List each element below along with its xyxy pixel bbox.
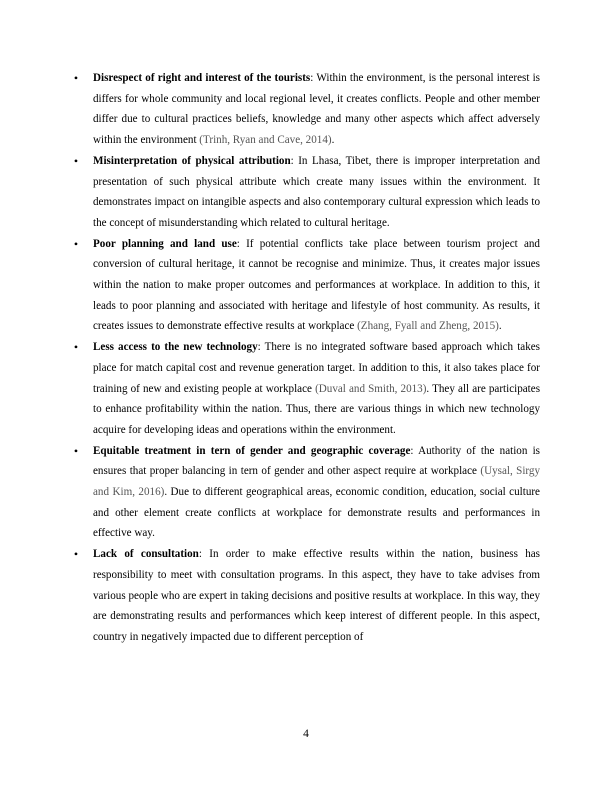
bullet-heading: Misinterpretation of physical attribution — [93, 154, 291, 167]
bullet-text: : Within the environment, is the personal interest is differs for whole community and local regional level, it creates conflicts. People and other member differ due to cultural practices beliefs, knowledge and many other aspects which affect adversely within the environment — [93, 72, 541, 147]
bullet-tail: . — [331, 134, 335, 147]
bullet-heading: Disrespect of right and interest of the tourists — [93, 72, 311, 84]
bullet-text: : There is no integrated software based approach which takes place for match capital cost and revenue generation target. In addition to this, it also takes place for training of new and existing people at workplace — [93, 341, 540, 395]
bullet-text: : Authority of the nation is ensures that proper balancing in tern of gender and other aspect require at workplace — [93, 444, 540, 478]
list-item — [72, 544, 540, 648]
list-item — [72, 441, 540, 545]
bullet-heading: Equitable treatment in tern of gender and geographic coverage — [93, 444, 411, 457]
bullet-icon: • — [73, 236, 79, 251]
citation: (Zhang, Fyall and Zheng, 2015) — [357, 320, 499, 333]
page-number: 4 — [303, 728, 309, 740]
citation: (Trinh, Ryan and Cave, 2014) — [199, 134, 332, 147]
bullet-icon: • — [73, 153, 79, 168]
bullet-icon: • — [73, 443, 79, 458]
citation: (Duval and Smith, 2013) — [315, 382, 427, 395]
bullet-tail: . They all are participates to enhance profitability within the nation. Thus, there are various things in which new technology acquire for developing ideas and operations within the environment. — [93, 382, 541, 436]
bullet-text: : In order to make effective results within the nation, business has responsibility to meet with consultation programs. In this aspect, they have to take advises from various people who are expert in taking decisions and positive results at workplace. In this way, they are demonstrating results and performances which keep interest of different people. In this aspect, country in negatively impacted due to different perception of — [93, 548, 540, 643]
citation: (Uysal, Sirgy and Kim, 2016) — [93, 465, 540, 499]
bullet-icon: • — [73, 340, 79, 355]
bullet-heading: Less access to the new technology — [93, 341, 258, 354]
bullet-icon: • — [73, 71, 79, 85]
list-item — [72, 337, 540, 441]
list-item — [72, 234, 540, 338]
bullet-heading: Lack of consultation — [93, 548, 199, 561]
bullet-tail: . — [498, 320, 502, 333]
list-item — [72, 68, 540, 151]
bullet-list — [72, 68, 540, 648]
bullet-text: : In Lhasa, Tibet, there is improper interpretation and presentation of such physical attribute which create many issues within the environment. It demonstrates impact on intangible aspects and also contemporary cultural expression which leads to the concept of misunderstanding which related to cultural heritage. — [93, 154, 540, 229]
bullet-icon: • — [73, 547, 79, 562]
bullet-heading: Poor planning and land use — [93, 237, 237, 250]
list-item — [72, 151, 540, 234]
bullet-text: : If potential conflicts take place between tourism project and conversion of cultural heritage, it cannot be recognise and minimize. Thus, it creates major issues within the nation to make proper outcomes and performances at workplace. In addition to this, it leads to poor planning and associated with heritage and lifestyle of host community. As results, it creates issues to demonstrate effective results at workplace — [93, 237, 540, 333]
bullet-tail: . Due to different geographical areas, economic condition, education, social culture and other element create conflicts at workplace for demonstrate results and performances in effective way. — [93, 486, 540, 540]
